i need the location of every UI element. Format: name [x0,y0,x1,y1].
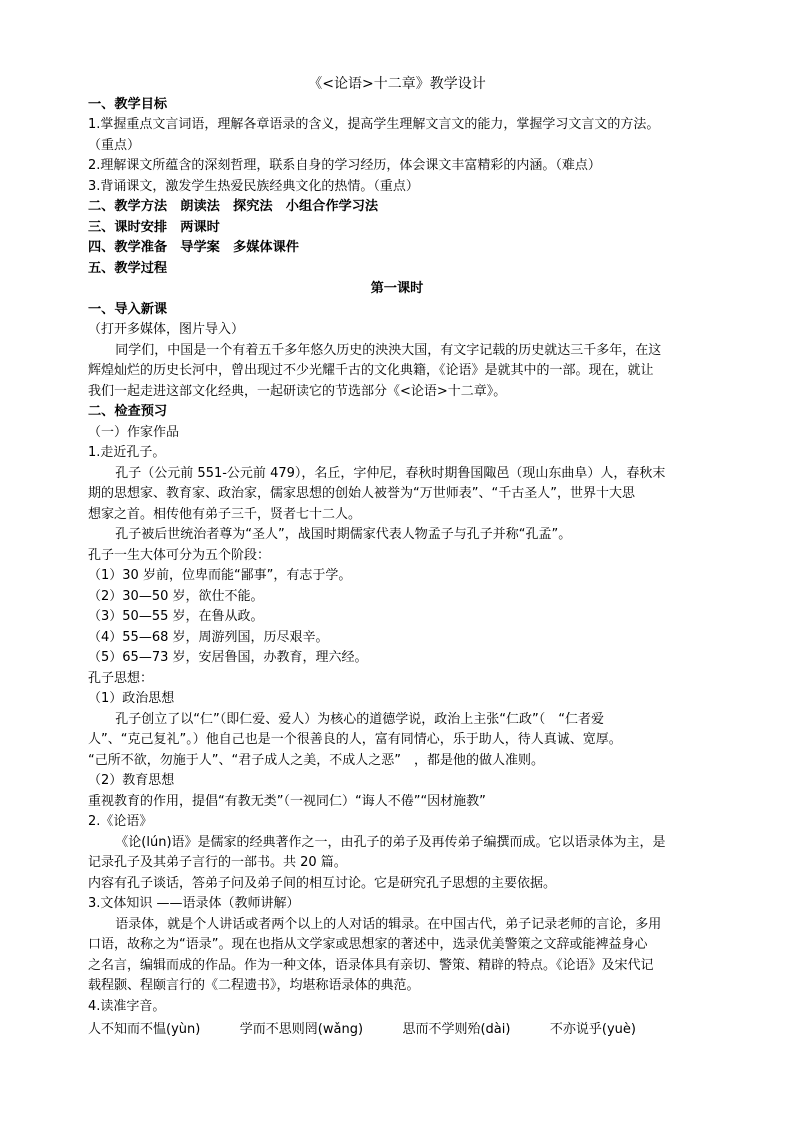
education-heading: （2）教育思想 [88,773,175,788]
bio-line-2: 期的思想家、教育家、政治家，儒家思想的创始人被誉为“万世师表”、“千古圣人”，世界十大思 [88,486,635,501]
goal-1-line-1: 1.掌握重点文言词语，理解各章语录的含义，提高学生理解文言文的能力，掌握学习文言文的方法。 [88,117,660,132]
pinyin-item: 不亦说乎(yuè) [549,1022,636,1037]
bio-line-1: 孔子（公元前 551-公元前 479），名丘，字仲尼，春秋时期鲁国陬邑（现山东曲阜）人，春秋末 [115,465,666,481]
genre-line-1: 语录体，就是个人讲话或者两个以上的人对话的辑录。在中国古代，弟子记录老师的言论，多用 [115,916,662,932]
lunyu-line-1: 《论(lún)语》是儒家的经典著作之一，由孔子的弟子及再传弟子编撰而成。它以语录体为主，是 [115,834,666,850]
politics-line-1: 孔子创立了以“仁”（即仁爱、爱人）为核心的道德学说，政治上主张“仁政”（ “仁者爱 [115,711,604,727]
pinyin-item: 人不知而不愠(yùn) [88,1022,201,1037]
lesson-heading: 第一课时 [370,281,424,296]
bio-line-4: 孔子被后世统治者尊为“圣人”，战国时期儒家代表人物孟子与孔子并称“孔孟”。 [115,527,572,542]
genre-line-2: 口语，故称之为“语录”。现在也指从文学家或思想家的著述中，选录优美警策之文辞或能裨益身心 [88,937,648,952]
education-line-1: 重视教育的作用，提倡“有教无类”（一视同仁）“诲人不倦”“因材施教” [88,793,486,809]
pinyin-item: 学而不思则罔(wǎng) [239,1022,364,1037]
document-title: 《<论语>十二章》教学设计 [308,76,486,92]
preview-heading: 二、检查预习 [88,404,168,419]
pronunciation-heading: 4.读准字音。 [88,998,166,1014]
intro-heading: 一、导入新课 [88,301,168,317]
politics-heading: （1）政治思想 [88,691,175,706]
genre-heading: 3.文体知识 ——语录体（教师讲解） [88,896,300,911]
goal-2: 2.理解课文所蕴含的深刻哲理，联系自身的学习经历，体会课文丰富精彩的内涵。（难点） [88,158,601,173]
stage-4: （4）55—68 岁，周游列国，历尽艰辛。 [88,629,329,645]
section-heading-schedule: 三、课时安排 两课时 [88,219,220,235]
intro-paragraph-line-3: 我们一起走进这部文化经典，一起研读它的节选部分《<论语>十二章》。 [88,383,507,399]
confucius-heading: 1.走近孔子。 [88,445,166,460]
goal-1-line-2: （重点） [88,137,141,153]
goal-3: 3.背诵课文，激发学生热爱民族经典文化的热情。（重点） [88,178,419,194]
lunyu-heading: 2.《论语》 [88,814,153,829]
bio-line-3: 想家之首。相传他有弟子三千，贤者七十二人。 [88,506,362,522]
thought-heading: 孔子思想： [88,670,154,686]
author-heading: （一）作家作品 [88,424,180,440]
stage-1: （1）30 岁前，位卑而能“鄙事”，有志于学。 [88,568,352,583]
pinyin-item: 思而不学则殆(dài) [402,1022,511,1037]
genre-line-3: 之名言，编辑而成的作品。作为一种文体，语录体具有亲切、警策、精辟的特点。《论语》及宋代记 [88,957,654,973]
intro-note: （打开多媒体，图片导入） [88,322,245,337]
stage-2: （2）30—50 岁，欲仕不能。 [88,588,264,604]
intro-paragraph-line-1: 同学们，中国是一个有着五千多年悠久历史的泱泱大国，有文字记载的历史就达三千多年，在这 [115,342,662,358]
intro-paragraph-line-2: 辉煌灿烂的历史长河中，曾出现过不少光耀千古的文化典籍，《论语》是就其中的一部。现在，就让 [88,363,654,378]
politics-line-2: 人”、“克己复礼”。）他自己也是一个很善良的人，富有同情心，乐于助人，待人真诚、宽厚。 [88,732,622,747]
document-page [88,74,706,1041]
section-heading-process: 五、教学过程 [88,260,168,276]
section-heading-goals: 一、教学目标 [88,96,168,112]
genre-line-4: 载程颢、程颐言行的《二程遗书》，均堪称语录体的典范。 [88,978,420,993]
lunyu-line-2: 记录孔子及其弟子言行的一部书。共 20 篇。 [88,855,347,870]
politics-line-3: “己所不欲，勿施于人”、“君子成人之美，不成人之恶” ，都是他的做人准则。 [88,752,544,768]
stages-heading: 孔子一生大体可分为五个阶段： [88,547,271,563]
pinyin-row [88,1020,636,1041]
stage-3: （3）50—55 岁，在鲁从政。 [88,609,264,624]
stage-5: （5）65—73 岁，安居鲁国，办教育，理六经。 [88,650,368,665]
section-heading-prep: 四、教学准备 导学案 多媒体课件 [88,240,299,255]
section-heading-methods: 二、教学方法 朗读法 探究法 小组合作学习法 [88,199,379,214]
lunyu-line-3: 内容有孔子谈话，答弟子问及弟子间的相互讨论。它是研究孔子思想的主要依据。 [88,875,557,891]
